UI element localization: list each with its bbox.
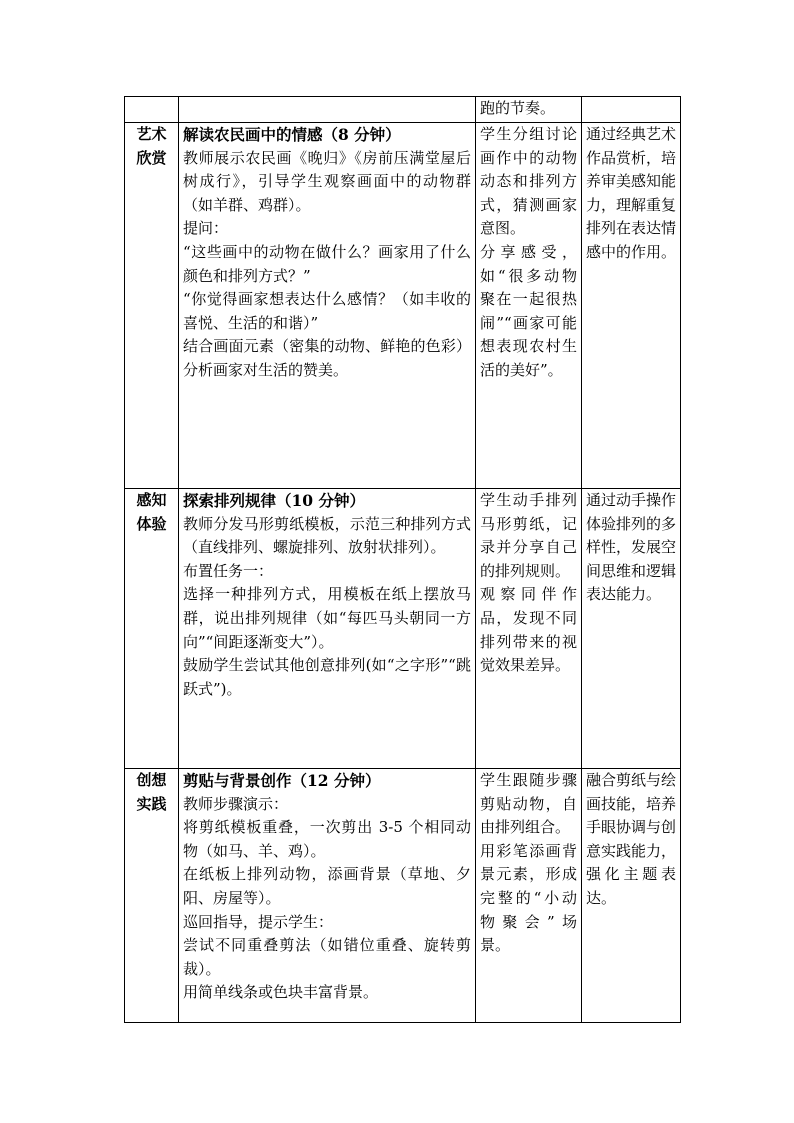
stage-label: 体验 (136, 514, 167, 533)
intent-text: 融合剪纸与绘画技能，培养手眼协调与创意实践能力，强化主题表达。 (586, 771, 677, 907)
intent-cell (582, 97, 681, 123)
teacher-line: 用简单线条或色块丰富背景。 (183, 983, 379, 1002)
table-row-continuation (125, 97, 681, 123)
teacher-line: “你觉得画家想表达什么感情？（如丰收的喜悦、生活的和谐）” (183, 290, 471, 332)
teacher-line: 鼓励学生尝试其他创意排列(如“之字形”“跳跃式”)。 (183, 656, 471, 698)
student-line: 用彩笔添画背景元素，形成完整的“小动物聚会”场景。 (480, 841, 577, 955)
student-line: 学生分组讨论画作中的动物动态和排列方式，猜测画家意图。 (480, 125, 577, 238)
teacher-cell (179, 769, 476, 1023)
activity-title: 探索排列规律（10 分钟） (183, 491, 365, 510)
student-cell (476, 769, 582, 1023)
activity-title: 剪贴与背景创作（12 分钟） (183, 771, 381, 790)
student-line: 学生跟随步骤剪贴动物，自由排列组合。 (480, 771, 577, 837)
stage-label: 欣赏 (136, 148, 167, 167)
teacher-line: 教师展示农民画《晚归》《房前压满堂屋后树成行》，引导学生观察画面中的动物群（如羊群、鸡群）。 (183, 148, 471, 214)
stage-label: 艺术 (136, 125, 167, 143)
intent-cell (582, 123, 681, 489)
teacher-line: 巡回指导，提示学生： (183, 912, 334, 931)
student-line: 观察同伴作品，发现不同排列带来的视觉效果差异。 (480, 585, 577, 675)
intent-cell (582, 769, 681, 1023)
stage-cell (125, 123, 179, 489)
teacher-cell (179, 123, 476, 489)
lesson-plan-table (124, 96, 681, 1023)
teacher-line: 提问： (183, 219, 229, 238)
teacher-line: 将剪纸模板重叠，一次剪出 3-5 个相同动物（如马、羊、鸡）。 (183, 818, 471, 860)
table-row-art-appreciation (125, 123, 681, 489)
student-cell (476, 489, 582, 769)
intent-text: 通过经典艺术作品赏析，培养审美感知能力，理解重复排列在表达情感中的作用。 (586, 125, 677, 261)
teacher-cell (179, 489, 476, 769)
teacher-line: 选择一种排列方式，用模板在纸上摆放马群，说出排列规律（如“每匹马头朝同一方向”“间距逐渐变大”）。 (183, 585, 471, 651)
student-cell (476, 97, 582, 123)
student-line: 学生动手排列马形剪纸，记录并分享自己的排列规则。 (480, 491, 577, 580)
teacher-line: 教师分发马形剪纸模板，示范三种排列方式（直线排列、螺旋排列、放射状排列）。 (183, 514, 471, 557)
teacher-line: “这些画中的动物在做什么？画家用了什么颜色和排列方式？” (183, 242, 471, 285)
stage-label: 感知 (136, 491, 167, 509)
intent-text: 通过动手操作体验排列的多样性，发展空间思维和逻辑表达能力。 (586, 491, 677, 604)
teacher-line: 尝试不同重叠剪法（如错位重叠、旋转剪裁）。 (183, 936, 471, 978)
student-cell (476, 123, 582, 489)
stage-cell (125, 769, 179, 1023)
teacher-line: 布置任务一： (183, 561, 274, 580)
teacher-line: 教师步骤演示： (183, 794, 289, 813)
stage-cell (125, 97, 179, 123)
stage-cell (125, 489, 179, 769)
student-line: 跑的节奏。 (480, 99, 556, 117)
teacher-line: 结合画面元素（密集的动物、鲜艳的色彩）分析画家对生活的赞美。 (183, 337, 471, 379)
table-row-perception (125, 489, 681, 769)
teacher-line: 在纸板上排列动物，添画背景（草地、夕阳、房屋等）。 (183, 865, 471, 907)
intent-cell (582, 489, 681, 769)
stage-label: 实践 (136, 794, 167, 813)
teacher-cell (179, 97, 476, 123)
student-line: 分享感受，如“很多动物聚在一起很热闹”“画家可能想表现农村生活的美好”。 (480, 242, 577, 379)
stage-label: 创想 (136, 771, 167, 789)
activity-title: 解读农民画中的情感（8 分钟） (183, 125, 401, 144)
table-row-creative-practice (125, 769, 681, 1023)
